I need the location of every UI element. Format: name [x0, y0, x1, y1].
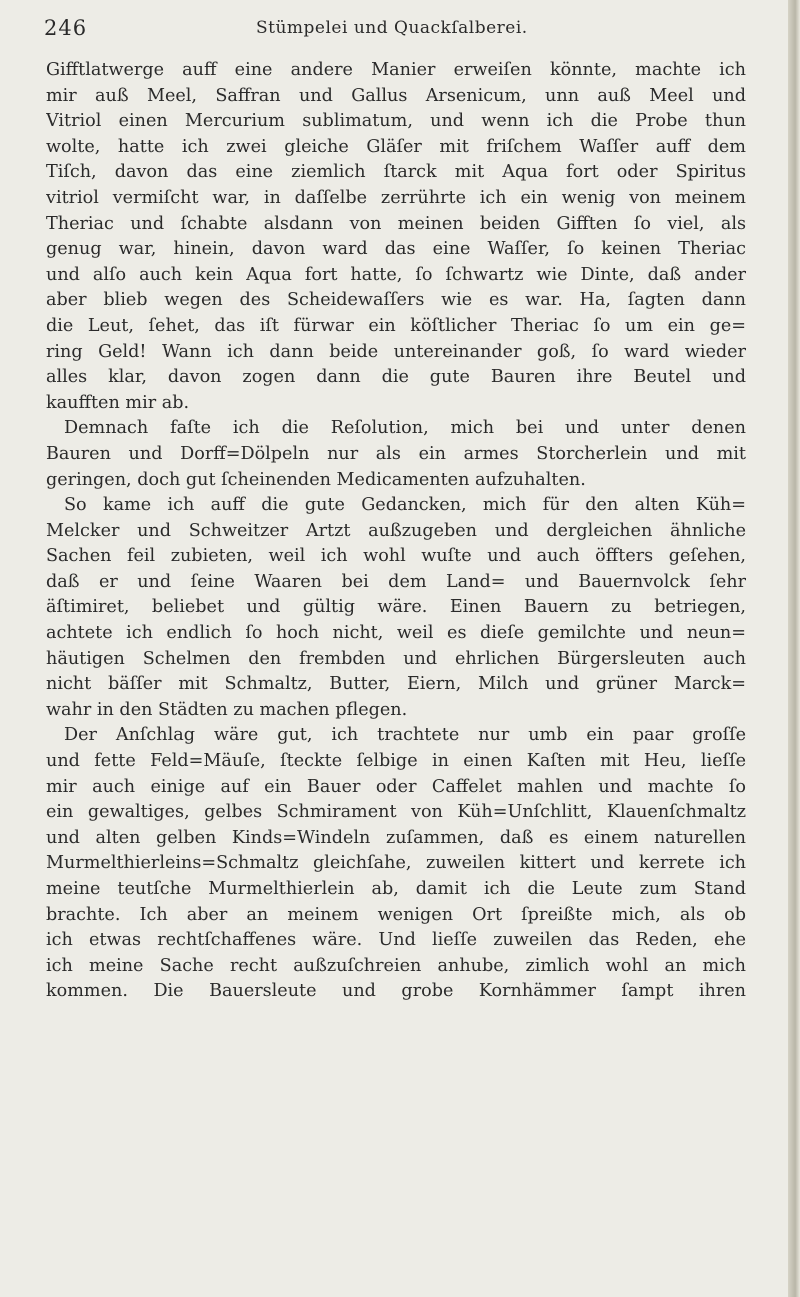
text-line: aber blieb wegen des Scheidewaſſers wie es war. Ha, ſagten dann [46, 290, 746, 311]
body-text [46, 58, 746, 1005]
text-line: Der Anſchlag wäre gut, ich trachtete nur umb ein paar groſſe [64, 725, 746, 746]
text-line: und alſo auch kein Aqua fort hatte, ſo ſchwartz wie Dinte, daß ander [46, 264, 746, 285]
text-line: Sachen feil zubieten, weil ich wohl wuſte und auch öffters geſehen, [46, 546, 746, 567]
running-head: Stümpelei und Quackſalberei. [256, 18, 528, 38]
text-line: brachte. Ich aber an meinem wenigen Ort ſpreißte mich, als ob [46, 904, 746, 925]
text-line: Vitriol einen Mercurium sublimatum, und wenn ich die Probe thun [46, 111, 746, 132]
text-line: Tiſch, davon das eine ziemlich ſtarck mit Aqua fort oder Spiritus [46, 162, 746, 183]
text-line: wahr in den Städten zu machen pflegen. [46, 699, 408, 720]
text-line: geringen, doch gut ſcheinenden Medicamenten aufzuhalten. [46, 469, 586, 490]
text-line: achtete ich endlich ſo hoch nicht, weil es dieſe gemilchte und neun= [46, 623, 746, 644]
text-line: ein gewaltiges, gelbes Schmirament von Küh=Unſchlitt, Klauenſchmaltz [46, 802, 746, 823]
text-line: mir auch einige auf ein Bauer oder Caffelet mahlen und machte ſo [46, 776, 746, 797]
text-line: Gifftlatwerge auff eine andere Manier erweiſen könnte, machte ich [46, 60, 746, 80]
text-line: So kame ich auff die gute Gedancken, mich für den alten Küh= [64, 495, 746, 516]
text-line: Demnach faſte ich die Reſolution, mich bei und unter denen [64, 418, 746, 439]
text-line: ich etwas rechtſchaffenes wäre. Und lieſſe zuweilen das Reden, ehe [46, 930, 746, 951]
text-line: genug war, hinein, davon ward das eine Waſſer, ſo keinen Theriac [46, 239, 746, 260]
text-line: vitriol vermiſcht war, in daſſelbe zerrührte ich ein wenig von meinem [46, 187, 746, 208]
text-line: ring Geld! Wann ich dann beide untereinander goß, ſo ward wieder [46, 341, 746, 362]
text-line: wolte, hatte ich zwei gleiche Gläſer mit friſchem Waſſer auff dem [46, 136, 746, 157]
text-line: und alten gelben Kinds=Windeln zuſammen, daß es einem naturellen [46, 827, 746, 848]
text-line: nicht bäſſer mit Schmaltz, Butter, Eiern, Milch und grüner Marck= [46, 674, 746, 695]
text-line: mir auß Meel, Saffran und Gallus Arsenicum, unn auß Meel und [46, 85, 746, 106]
text-line: kommen. Die Bauersleute und grobe Kornhämmer ſampt ihren [46, 981, 746, 1002]
text-line: Bauren und Dorff=Dölpeln nur als ein armes Storcherlein und mit [46, 443, 746, 464]
text-line: Melcker und Schweitzer Artzt außzugeben und dergleichen ähnliche [46, 520, 746, 541]
text-line: und fette Feld=Mäuſe, ſteckte ſelbige in einen Kaſten mit Heu, lieſſe [46, 751, 746, 772]
page-number: 246 [44, 16, 88, 40]
text-line: äſtimiret, beliebet und gültig wäre. Einen Bauern zu betriegen, [46, 597, 746, 618]
page-header [44, 16, 744, 44]
text-line: kaufften mir ab. [46, 392, 190, 413]
text-line: daß er und ſeine Waaren bei dem Land= und Bauernvolck ſehr [46, 571, 746, 592]
text-line: Theriac und ſchabte alsdann von meinen beiden Gifften ſo viel, als [46, 213, 746, 234]
text-line: Murmelthierleins=Schmaltz gleichſahe, zuweilen kittert und kerrete ich [46, 853, 746, 874]
text-line: ich meine Sache recht außzuſchreien anhube, zimlich wohl an mich [46, 955, 746, 976]
text-line: meine teutſche Murmelthierlein ab, damit ich die Leute zum Stand [46, 879, 746, 899]
page-edge [788, 0, 800, 1297]
text-line: häutigen Schelmen den frembden und ehrlichen Bürgersleuten auch [46, 648, 746, 669]
text-line: die Leut, ſehet, das iſt fürwar ein köſtlicher Theriac ſo um ein ge= [46, 315, 746, 336]
text-line: alles klar, davon zogen dann die gute Bauren ihre Beutel und [46, 367, 746, 388]
